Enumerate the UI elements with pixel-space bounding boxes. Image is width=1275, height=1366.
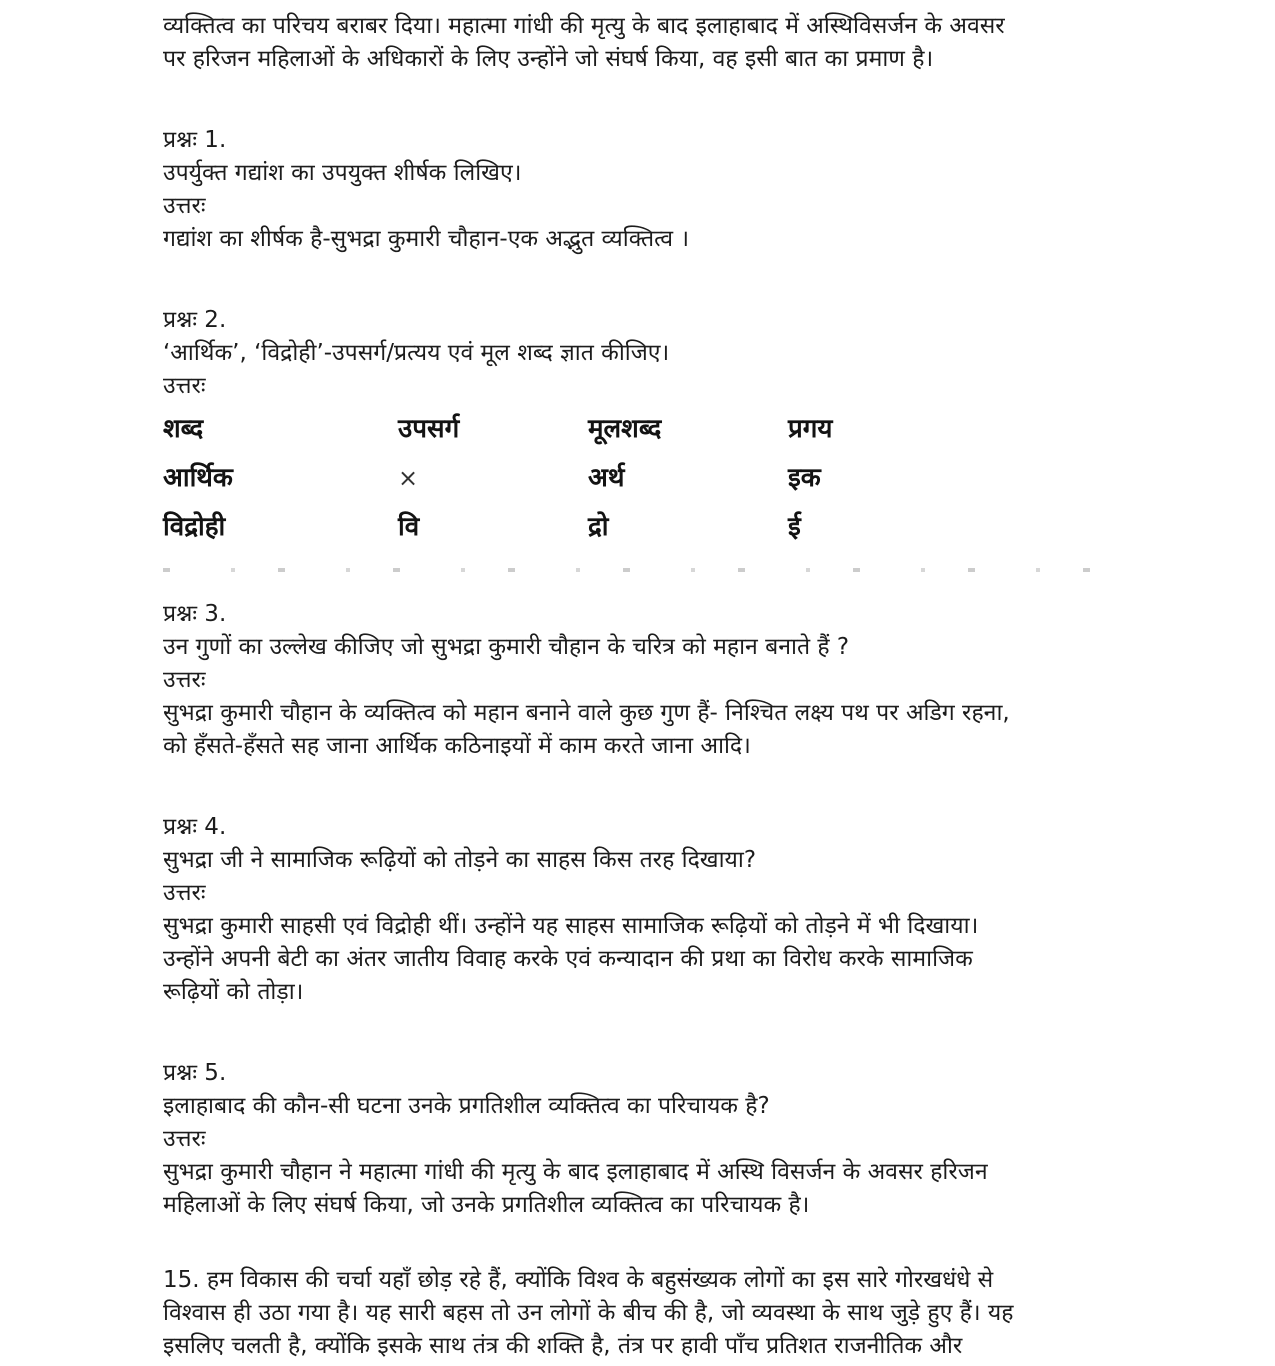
paragraph-line: इसलिए चलती है, क्योंकि इसके साथ तंत्र की शक्ति है, तंत्र पर हावी पाँच प्रतिशत राजनीतिक और [163, 1333, 963, 1359]
question-label: प्रश्नः 1. [163, 127, 227, 153]
question-text: सुभद्रा जी ने सामाजिक रूढ़ियों को तोड़ने का साहस किस तरह दिखाया? [163, 847, 757, 873]
closing-paragraph [163, 1264, 1185, 1363]
question-block-5 [163, 1057, 1185, 1222]
question-text: इलाहाबाद की कौन-सी घटना उनके प्रगतिशील व्यक्तित्व का परिचायक है? [163, 1093, 770, 1119]
answer-text: रूढ़ियों को तोड़ा। [163, 979, 304, 1005]
question-text: उन गुणों का उल्लेख कीजिए जो सुभद्रा कुमारी चौहान के चरित्र को महान बनाते हैं ? [163, 634, 850, 660]
question-label: प्रश्नः 4. [163, 814, 227, 840]
table-cell: वि [398, 512, 420, 542]
question-block-2 [163, 304, 1185, 403]
answer-label: उत्तरः [163, 880, 206, 906]
table-row [163, 458, 1185, 507]
table-header-row [163, 409, 1185, 458]
table-header-shabd: शब्द [163, 414, 204, 444]
question-block-3 [163, 598, 1185, 763]
answer-label: उत्तरः [163, 373, 206, 399]
table-header-upsarg: उपसर्ग [398, 414, 460, 444]
paragraph-line: व्यक्तित्व का परिचय बराबर दिया। महात्मा गांधी की मृत्यु के बाद इलाहाबाद में अस्थिविसर्जन के अवसर [163, 13, 1005, 39]
table-cell: × [398, 464, 419, 492]
table-clipped-row-artifact [163, 568, 1113, 572]
table-cell: ई [788, 512, 801, 542]
answer-text: को हँसते-हँसते सह जाना आर्थिक कठिनाइयों में काम करते जाना आदि। [163, 733, 751, 759]
table-cell: विद्रोही [163, 512, 226, 542]
paragraph-line: 15. हम विकास की चर्चा यहाँ छोड़ रहे हैं, क्योंकि विश्व के बहुसंख्यक लोगों का इस सारे गोरखधंधे से [163, 1267, 994, 1293]
question-label: प्रश्नः 3. [163, 601, 227, 627]
table-row [163, 507, 1185, 556]
paragraph-line: विश्वास ही उठा गया है। यह सारी बहस तो उन लोगों के बीच की है, जो व्यवस्था के साथ जुड़े हुए हैं। यह [163, 1300, 1014, 1326]
answer-text: महिलाओं के लिए संघर्ष किया, जो उनके प्रगतिशील व्यक्तित्व का परिचायक है। [163, 1192, 810, 1218]
answer-text: सुभद्रा कुमारी साहसी एवं विद्रोही थीं। उन्होंने यह साहस सामाजिक रूढ़ियों को तोड़ने में भी दिखाया। [163, 913, 979, 939]
answer-text: सुभद्रा कुमारी चौहान के व्यक्तित्व को महान बनाने वाले कुछ गुण हैं- निश्चित लक्ष्य पथ पर अडिग रहना, [163, 700, 1010, 726]
table-header-pratyay: प्रगय [788, 414, 833, 444]
answer-text: उन्होंने अपनी बेटी का अंतर जातीय विवाह करके एवं कन्यादान की प्रथा का विरोध करके सामाजिक [163, 946, 973, 972]
word-analysis-table [163, 409, 1185, 572]
table-cell: आर्थिक [163, 463, 233, 493]
table-cell: इक [788, 463, 821, 493]
answer-label: उत्तरः [163, 1126, 206, 1152]
table-cell: द्रो [588, 512, 609, 542]
question-label: प्रश्नः 5. [163, 1060, 227, 1086]
intro-paragraph [163, 10, 1185, 76]
answer-label: उत्तरः [163, 193, 206, 219]
answer-text: सुभद्रा कुमारी चौहान ने महात्मा गांधी की मृत्यु के बाद इलाहाबाद में अस्थि विसर्जन के अवसर हरिजन [163, 1159, 988, 1185]
table-header-mulshabd: मूलशब्द [588, 414, 662, 444]
table-cell: अर्थ [588, 463, 625, 493]
answer-label: उत्तरः [163, 667, 206, 693]
question-text: उपर्युक्त गद्यांश का उपयुक्त शीर्षक लिखिए। [163, 160, 522, 186]
question-block-1 [163, 124, 1185, 256]
paragraph-line: पर हरिजन महिलाओं के अधिकारों के लिए उन्होंने जो संघर्ष किया, वह इसी बात का प्रमाण है। [163, 46, 934, 72]
answer-text: गद्यांश का शीर्षक है-सुभद्रा कुमारी चौहान-एक अद्भुत व्यक्तित्व । [163, 226, 690, 252]
question-text: ‘आर्थिक’, ‘विद्रोही’-उपसर्ग/प्रत्यय एवं मूल शब्द ज्ञात कीजिए। [163, 340, 670, 366]
question-block-4 [163, 811, 1185, 1009]
question-label: प्रश्नः 2. [163, 307, 227, 333]
